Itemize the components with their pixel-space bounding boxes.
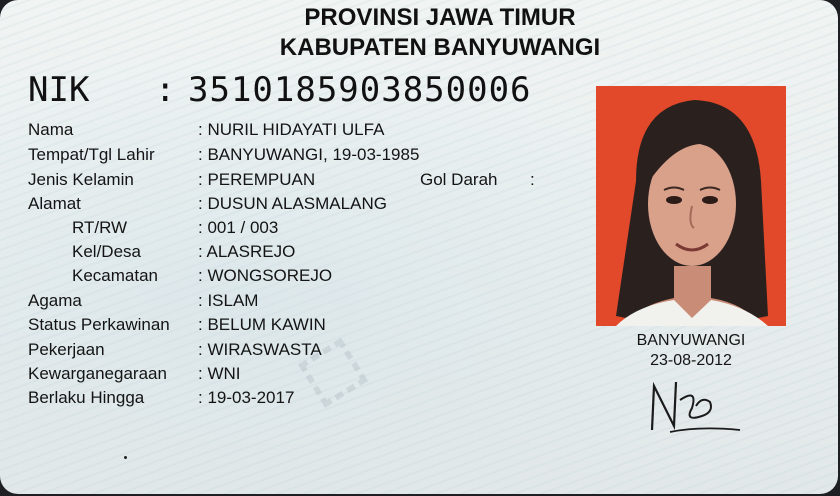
label-address: Alamat: [28, 194, 81, 213]
label-religion: Agama: [28, 291, 82, 310]
nik-label: NIK: [28, 70, 90, 110]
label-marital-status: Status Perkawinan: [28, 315, 170, 334]
value-marital-status: : BELUM KAWIN: [198, 315, 326, 334]
value-religion: : ISLAM: [198, 291, 259, 310]
label-valid-until: Berlaku Hingga: [28, 388, 145, 407]
label-village: Kel/Desa: [72, 242, 141, 261]
signature: [640, 372, 750, 442]
value-address: : DUSUN ALASMALANG: [198, 194, 387, 213]
label-gender: Jenis Kelamin: [28, 170, 134, 189]
value-valid-until: : 19-03-2017: [198, 388, 295, 407]
value-occupation: : WIRASWASTA: [198, 340, 322, 359]
portrait-illustration: [596, 86, 786, 326]
province-heading: PROVINSI JAWA TIMUR: [304, 4, 576, 31]
label-birth: Tempat/Tgl Lahir: [28, 145, 155, 164]
nik-colon: :: [155, 70, 176, 110]
label-rt-rw: RT/RW: [72, 218, 128, 237]
speck: [124, 456, 127, 459]
value-birth: : BANYUWANGI, 19-03-1985: [198, 145, 420, 164]
label-blood-type: Gol Darah: [420, 170, 498, 189]
nik-number: 3510185903850006: [188, 70, 532, 110]
value-citizenship: : WNI: [198, 364, 241, 383]
id-photo: [596, 86, 786, 326]
value-village: : ALASREJO: [198, 242, 296, 261]
issue-place: BANYUWANGI: [636, 332, 746, 349]
watermark: ⬚: [285, 319, 379, 415]
value-rt-rw: : 001 / 003: [198, 218, 279, 237]
value-gender: : PEREMPUAN: [198, 170, 316, 189]
label-citizenship: Kewarganegaraan: [28, 364, 167, 383]
regency-heading: KABUPATEN BANYUWANGI: [279, 34, 601, 61]
value-district: : WONGSOREJO: [198, 266, 333, 285]
issue-date: 23-08-2012: [650, 352, 732, 369]
value-blood-type: :: [530, 170, 535, 189]
label-name: Nama: [28, 120, 74, 139]
value-name: : NURIL HIDAYATI ULFA: [198, 120, 385, 139]
label-occupation: Pekerjaan: [28, 340, 105, 359]
label-district: Kecamatan: [72, 266, 158, 285]
